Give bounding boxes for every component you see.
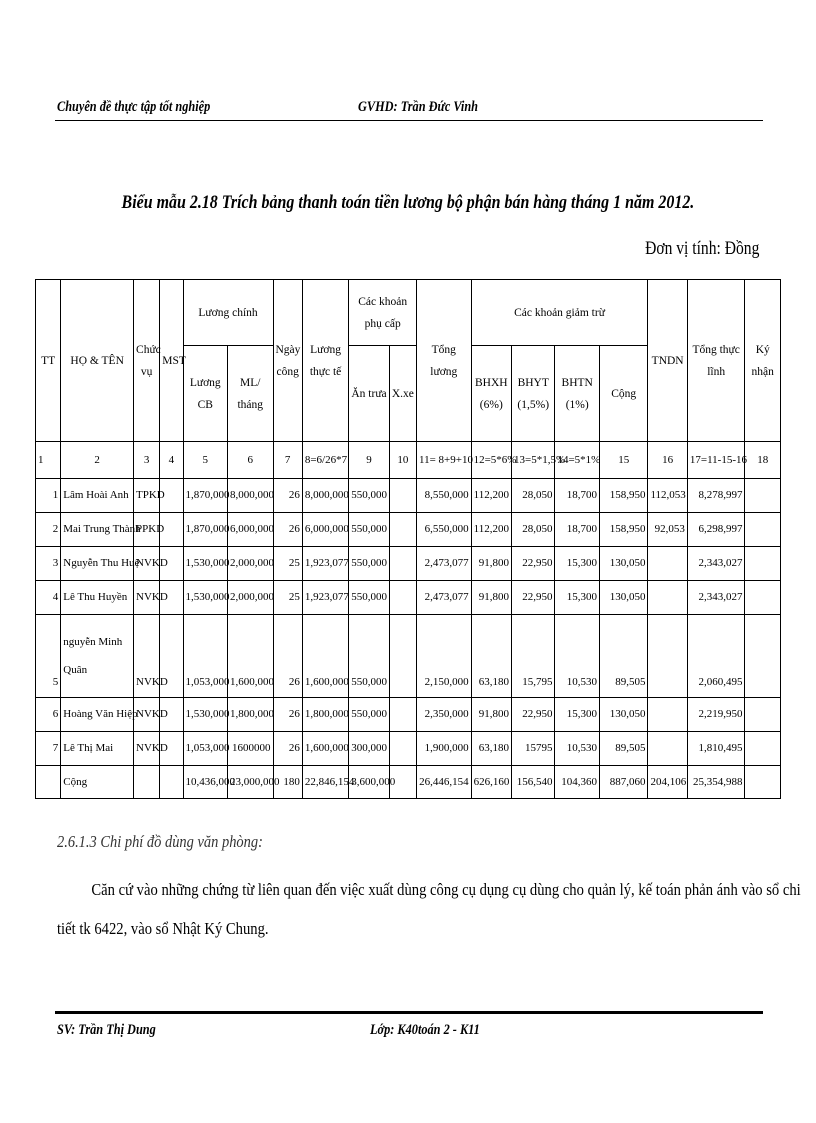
index-cell: 14=5*1% xyxy=(555,442,599,479)
cell-cb: 1,053,000 xyxy=(183,615,227,698)
cell-pos: NVKD xyxy=(134,547,160,581)
cell-bhtn: 18,700 xyxy=(555,479,599,513)
index-cell: 17=11-15-16 xyxy=(687,442,745,479)
cell-ml: 2,000,000 xyxy=(228,547,274,581)
cell-pos: NVKD xyxy=(134,581,160,615)
cell-net: 6,298,997 xyxy=(687,513,745,547)
th-total: Tổng lương xyxy=(417,280,472,442)
cell-bhxh: 91,800 xyxy=(471,698,511,732)
total-cell-tndn: 204,106 xyxy=(648,766,687,799)
cell-cb: 1,530,000 xyxy=(183,581,227,615)
cell-meal: 550,000 xyxy=(349,615,389,698)
total-cell-actual: 22,846,154 xyxy=(302,766,348,799)
cell-tndn: 112,053 xyxy=(648,479,687,513)
index-cell: 1 xyxy=(36,442,61,479)
total-cell-cb: 10,436,000 xyxy=(183,766,227,799)
cell-tt: 4 xyxy=(36,581,61,615)
cell-sum: 130,050 xyxy=(599,547,648,581)
cell-sign xyxy=(745,513,781,547)
table-row xyxy=(36,732,781,766)
th-deductions: Các khoản giảm trừ xyxy=(471,280,648,346)
index-cell: 2 xyxy=(61,442,134,479)
cell-tt: 7 xyxy=(36,732,61,766)
cell-cb: 1,870,000 xyxy=(183,513,227,547)
cell-meal: 550,000 xyxy=(349,513,389,547)
cell-meal: 550,000 xyxy=(349,581,389,615)
cell-tndn: 92,053 xyxy=(648,513,687,547)
cell-bhyt: 22,950 xyxy=(512,581,555,615)
cell-name: Hoàng Văn Hiệp xyxy=(61,698,134,732)
cell-travel xyxy=(389,698,416,732)
title-text: Biểu mẫu 2.18 Trích bảng thanh toán tiền lương bộ phận bán hàng tháng 1 năm 2012. xyxy=(121,192,695,213)
index-cell: 3 xyxy=(134,442,160,479)
cell-cb: 1,530,000 xyxy=(183,698,227,732)
total-row xyxy=(36,766,781,799)
cell-total: 2,150,000 xyxy=(417,615,472,698)
cell-bhtn: 15,300 xyxy=(555,547,599,581)
cell-sum: 158,950 xyxy=(599,513,648,547)
cell-net: 8,278,997 xyxy=(687,479,745,513)
cell-days: 26 xyxy=(273,479,302,513)
cell-tndn xyxy=(648,547,687,581)
cell-meal: 550,000 xyxy=(349,547,389,581)
cell-travel xyxy=(389,479,416,513)
th-meal: Ăn trưa xyxy=(349,346,389,442)
footer-right xyxy=(370,1022,480,1039)
cell-pos: NVKD xyxy=(134,615,160,698)
cell-days: 26 xyxy=(273,698,302,732)
cell-days: 26 xyxy=(273,732,302,766)
footer-class-suffix: toán 2 - K11 xyxy=(417,1022,480,1038)
th-tndn: TNDN xyxy=(648,280,687,442)
cell-pos: NVKD xyxy=(134,732,160,766)
salary-table xyxy=(35,279,781,799)
cell-meal: 300,000 xyxy=(349,732,389,766)
cell-actual: 1,600,000 xyxy=(302,615,348,698)
total-cell-bhtn: 104,360 xyxy=(555,766,599,799)
cell-total: 2,473,077 xyxy=(417,581,472,615)
total-cell-pos xyxy=(134,766,160,799)
cell-travel xyxy=(389,547,416,581)
cell-bhxh: 91,800 xyxy=(471,581,511,615)
cell-sign xyxy=(745,698,781,732)
cell-bhyt: 28,050 xyxy=(512,479,555,513)
cell-travel xyxy=(389,581,416,615)
total-cell-sign xyxy=(745,766,781,799)
total-cell-bhyt: 156,540 xyxy=(512,766,555,799)
cell-total: 2,473,077 xyxy=(417,547,472,581)
cell-pos: NVKD xyxy=(134,698,160,732)
cell-bhyt: 22,950 xyxy=(512,547,555,581)
table-row xyxy=(36,513,781,547)
cell-bhxh: 63,180 xyxy=(471,615,511,698)
cell-cb: 1,530,000 xyxy=(183,547,227,581)
cell-total: 2,350,000 xyxy=(417,698,472,732)
cell-sum: 158,950 xyxy=(599,479,648,513)
index-row xyxy=(36,442,781,479)
total-cell-mst xyxy=(160,766,183,799)
cell-actual: 1,923,077 xyxy=(302,581,348,615)
th-ml: ML/ tháng xyxy=(228,346,274,442)
cell-total: 1,900,000 xyxy=(417,732,472,766)
total-cell-sum: 887,060 xyxy=(599,766,648,799)
index-cell: 8=6/26*7 xyxy=(302,442,348,479)
cell-sum: 89,505 xyxy=(599,732,648,766)
index-cell: 12=5*6% xyxy=(471,442,511,479)
index-cell: 4 xyxy=(160,442,183,479)
th-position: Chức vụ xyxy=(134,280,160,442)
cell-sign xyxy=(745,547,781,581)
cell-name: Nguyễn Thu Huệ xyxy=(61,547,134,581)
page-number: 40 xyxy=(405,1022,418,1038)
cell-net: 2,060,495 xyxy=(687,615,745,698)
cell-net: 2,343,027 xyxy=(687,581,745,615)
cell-total: 6,550,000 xyxy=(417,513,472,547)
cell-travel xyxy=(389,615,416,698)
index-cell: 9 xyxy=(349,442,389,479)
cell-days: 26 xyxy=(273,615,302,698)
cell-days: 25 xyxy=(273,547,302,581)
cell-actual: 8,000,000 xyxy=(302,479,348,513)
cell-days: 26 xyxy=(273,513,302,547)
cell-days: 25 xyxy=(273,581,302,615)
total-cell-meal: 3,600,000 xyxy=(349,766,389,799)
header-right: GVHD: Trần Đức Vinh xyxy=(358,99,479,115)
cell-tt: 2 xyxy=(36,513,61,547)
th-basic: Lương CB xyxy=(183,346,227,442)
cell-sum: 130,050 xyxy=(599,581,648,615)
footer-class-prefix: Lớp: K xyxy=(370,1022,406,1038)
cell-meal: 550,000 xyxy=(349,698,389,732)
table-row xyxy=(36,479,781,513)
index-cell: 7 xyxy=(273,442,302,479)
cell-ml: 1,600,000 xyxy=(228,615,274,698)
cell-ml: 8,000,000 xyxy=(228,479,274,513)
cell-sign xyxy=(745,479,781,513)
total-cell-bhxh: 626,160 xyxy=(471,766,511,799)
th-bhyt: BHYT (1,5%) xyxy=(512,346,555,442)
th-allowances: Các khoản phụ cấp xyxy=(349,280,417,346)
index-cell: 16 xyxy=(648,442,687,479)
cell-tt: 1 xyxy=(36,479,61,513)
th-travel: X.xe xyxy=(389,346,416,442)
cell-sum: 130,050 xyxy=(599,698,648,732)
th-sign: Ký nhận xyxy=(745,280,781,442)
index-cell: 6 xyxy=(228,442,274,479)
cell-travel xyxy=(389,732,416,766)
cell-pos: TPKD xyxy=(134,479,160,513)
cell-bhtn: 15,300 xyxy=(555,581,599,615)
cell-cb: 1,053,000 xyxy=(183,732,227,766)
cell-bhxh: 63,180 xyxy=(471,732,511,766)
th-actual: Lương thực tế xyxy=(302,280,348,442)
cell-cb: 1,870,000 xyxy=(183,479,227,513)
footer-left: SV: Trần Thị Dung xyxy=(57,1022,156,1038)
cell-name: Lâm Hoài Anh xyxy=(61,479,134,513)
paragraph-line-1: Căn cứ vào những chứng từ liên quan đến việc xuất dùng công cụ dụng cụ dùng cho quản lý, kế toán phản ánh vào sổ chi xyxy=(91,880,801,899)
header-rule xyxy=(55,120,763,121)
cell-bhyt: 15,795 xyxy=(512,615,555,698)
cell-sign xyxy=(745,615,781,698)
cell-bhtn: 10,530 xyxy=(555,615,599,698)
table-row xyxy=(36,698,781,732)
cell-ml: 6,000,000 xyxy=(228,513,274,547)
index-cell: 18 xyxy=(745,442,781,479)
index-cell: 10 xyxy=(389,442,416,479)
cell-bhxh: 112,200 xyxy=(471,479,511,513)
th-net: Tổng thực lĩnh xyxy=(687,280,745,442)
cell-sign xyxy=(745,732,781,766)
index-cell: 5 xyxy=(183,442,227,479)
cell-tt: 5 xyxy=(36,615,61,698)
page-title xyxy=(0,192,816,214)
cell-name: Lê Thu Huyền xyxy=(61,581,134,615)
cell-bhyt: 15795 xyxy=(512,732,555,766)
cell-actual: 1,800,000 xyxy=(302,698,348,732)
cell-bhtn: 15,300 xyxy=(555,698,599,732)
cell-travel xyxy=(389,513,416,547)
index-cell: 13=5*1,5% xyxy=(512,442,555,479)
cell-tt: 6 xyxy=(36,698,61,732)
cell-actual: 1,600,000 xyxy=(302,732,348,766)
section-heading: 2.6.1.3 Chi phí đồ dùng văn phòng: xyxy=(57,832,263,851)
cell-ml: 2,000,000 xyxy=(228,581,274,615)
cell-name: nguyễn Minh Quân xyxy=(61,615,134,698)
table-row xyxy=(36,547,781,581)
cell-ml: 1600000 xyxy=(228,732,274,766)
cell-tndn xyxy=(648,581,687,615)
body-paragraph xyxy=(57,870,801,948)
cell-name: Mai Trung Thành xyxy=(61,513,134,547)
cell-net: 2,343,027 xyxy=(687,547,745,581)
index-cell: 11= 8+9+10 xyxy=(417,442,472,479)
cell-bhxh: 112,200 xyxy=(471,513,511,547)
th-bhxh: BHXH (6%) xyxy=(471,346,511,442)
cell-net: 1,810,495 xyxy=(687,732,745,766)
cell-ml: 1,800,000 xyxy=(228,698,274,732)
th-name: HỌ & TÊN xyxy=(61,280,134,442)
th-tt: TT xyxy=(36,280,61,442)
index-cell: 15 xyxy=(599,442,648,479)
cell-tt: 3 xyxy=(36,547,61,581)
total-cell-total: 26,446,154 xyxy=(417,766,472,799)
th-bhtn: BHTN (1%) xyxy=(555,346,599,442)
th-days: Ngày công xyxy=(273,280,302,442)
cell-bhyt: 22,950 xyxy=(512,698,555,732)
total-cell-name: Cộng xyxy=(61,766,134,799)
cell-tndn xyxy=(648,698,687,732)
header-left: Chuyên đề thực tập tốt nghiệp xyxy=(57,99,211,115)
unit-label: Đơn vị tính: Đồng xyxy=(644,238,759,259)
total-cell-net: 25,354,988 xyxy=(687,766,745,799)
table-row xyxy=(36,615,781,698)
paragraph-line-2: tiết tk 6422, vào sổ Nhật Ký Chung. xyxy=(57,919,269,938)
cell-tndn xyxy=(648,732,687,766)
cell-bhtn: 18,700 xyxy=(555,513,599,547)
total-cell-days: 180 xyxy=(273,766,302,799)
th-sum: Cộng xyxy=(599,346,648,442)
cell-sum: 89,505 xyxy=(599,615,648,698)
table-row xyxy=(36,581,781,615)
cell-pos: PPKD xyxy=(134,513,160,547)
cell-meal: 550,000 xyxy=(349,479,389,513)
cell-actual: 6,000,000 xyxy=(302,513,348,547)
cell-bhyt: 28,050 xyxy=(512,513,555,547)
th-main-salary: Lương chính xyxy=(183,280,273,346)
th-mst: MST xyxy=(160,280,183,442)
total-cell-tt xyxy=(36,766,61,799)
cell-total: 8,550,000 xyxy=(417,479,472,513)
cell-sign xyxy=(745,581,781,615)
footer-rule xyxy=(55,1011,763,1014)
cell-name: Lê Thị Mai xyxy=(61,732,134,766)
cell-net: 2,219,950 xyxy=(687,698,745,732)
total-cell-ml: 23,000,000 xyxy=(228,766,274,799)
cell-actual: 1,923,077 xyxy=(302,547,348,581)
cell-bhtn: 10,530 xyxy=(555,732,599,766)
cell-tndn xyxy=(648,615,687,698)
cell-bhxh: 91,800 xyxy=(471,547,511,581)
